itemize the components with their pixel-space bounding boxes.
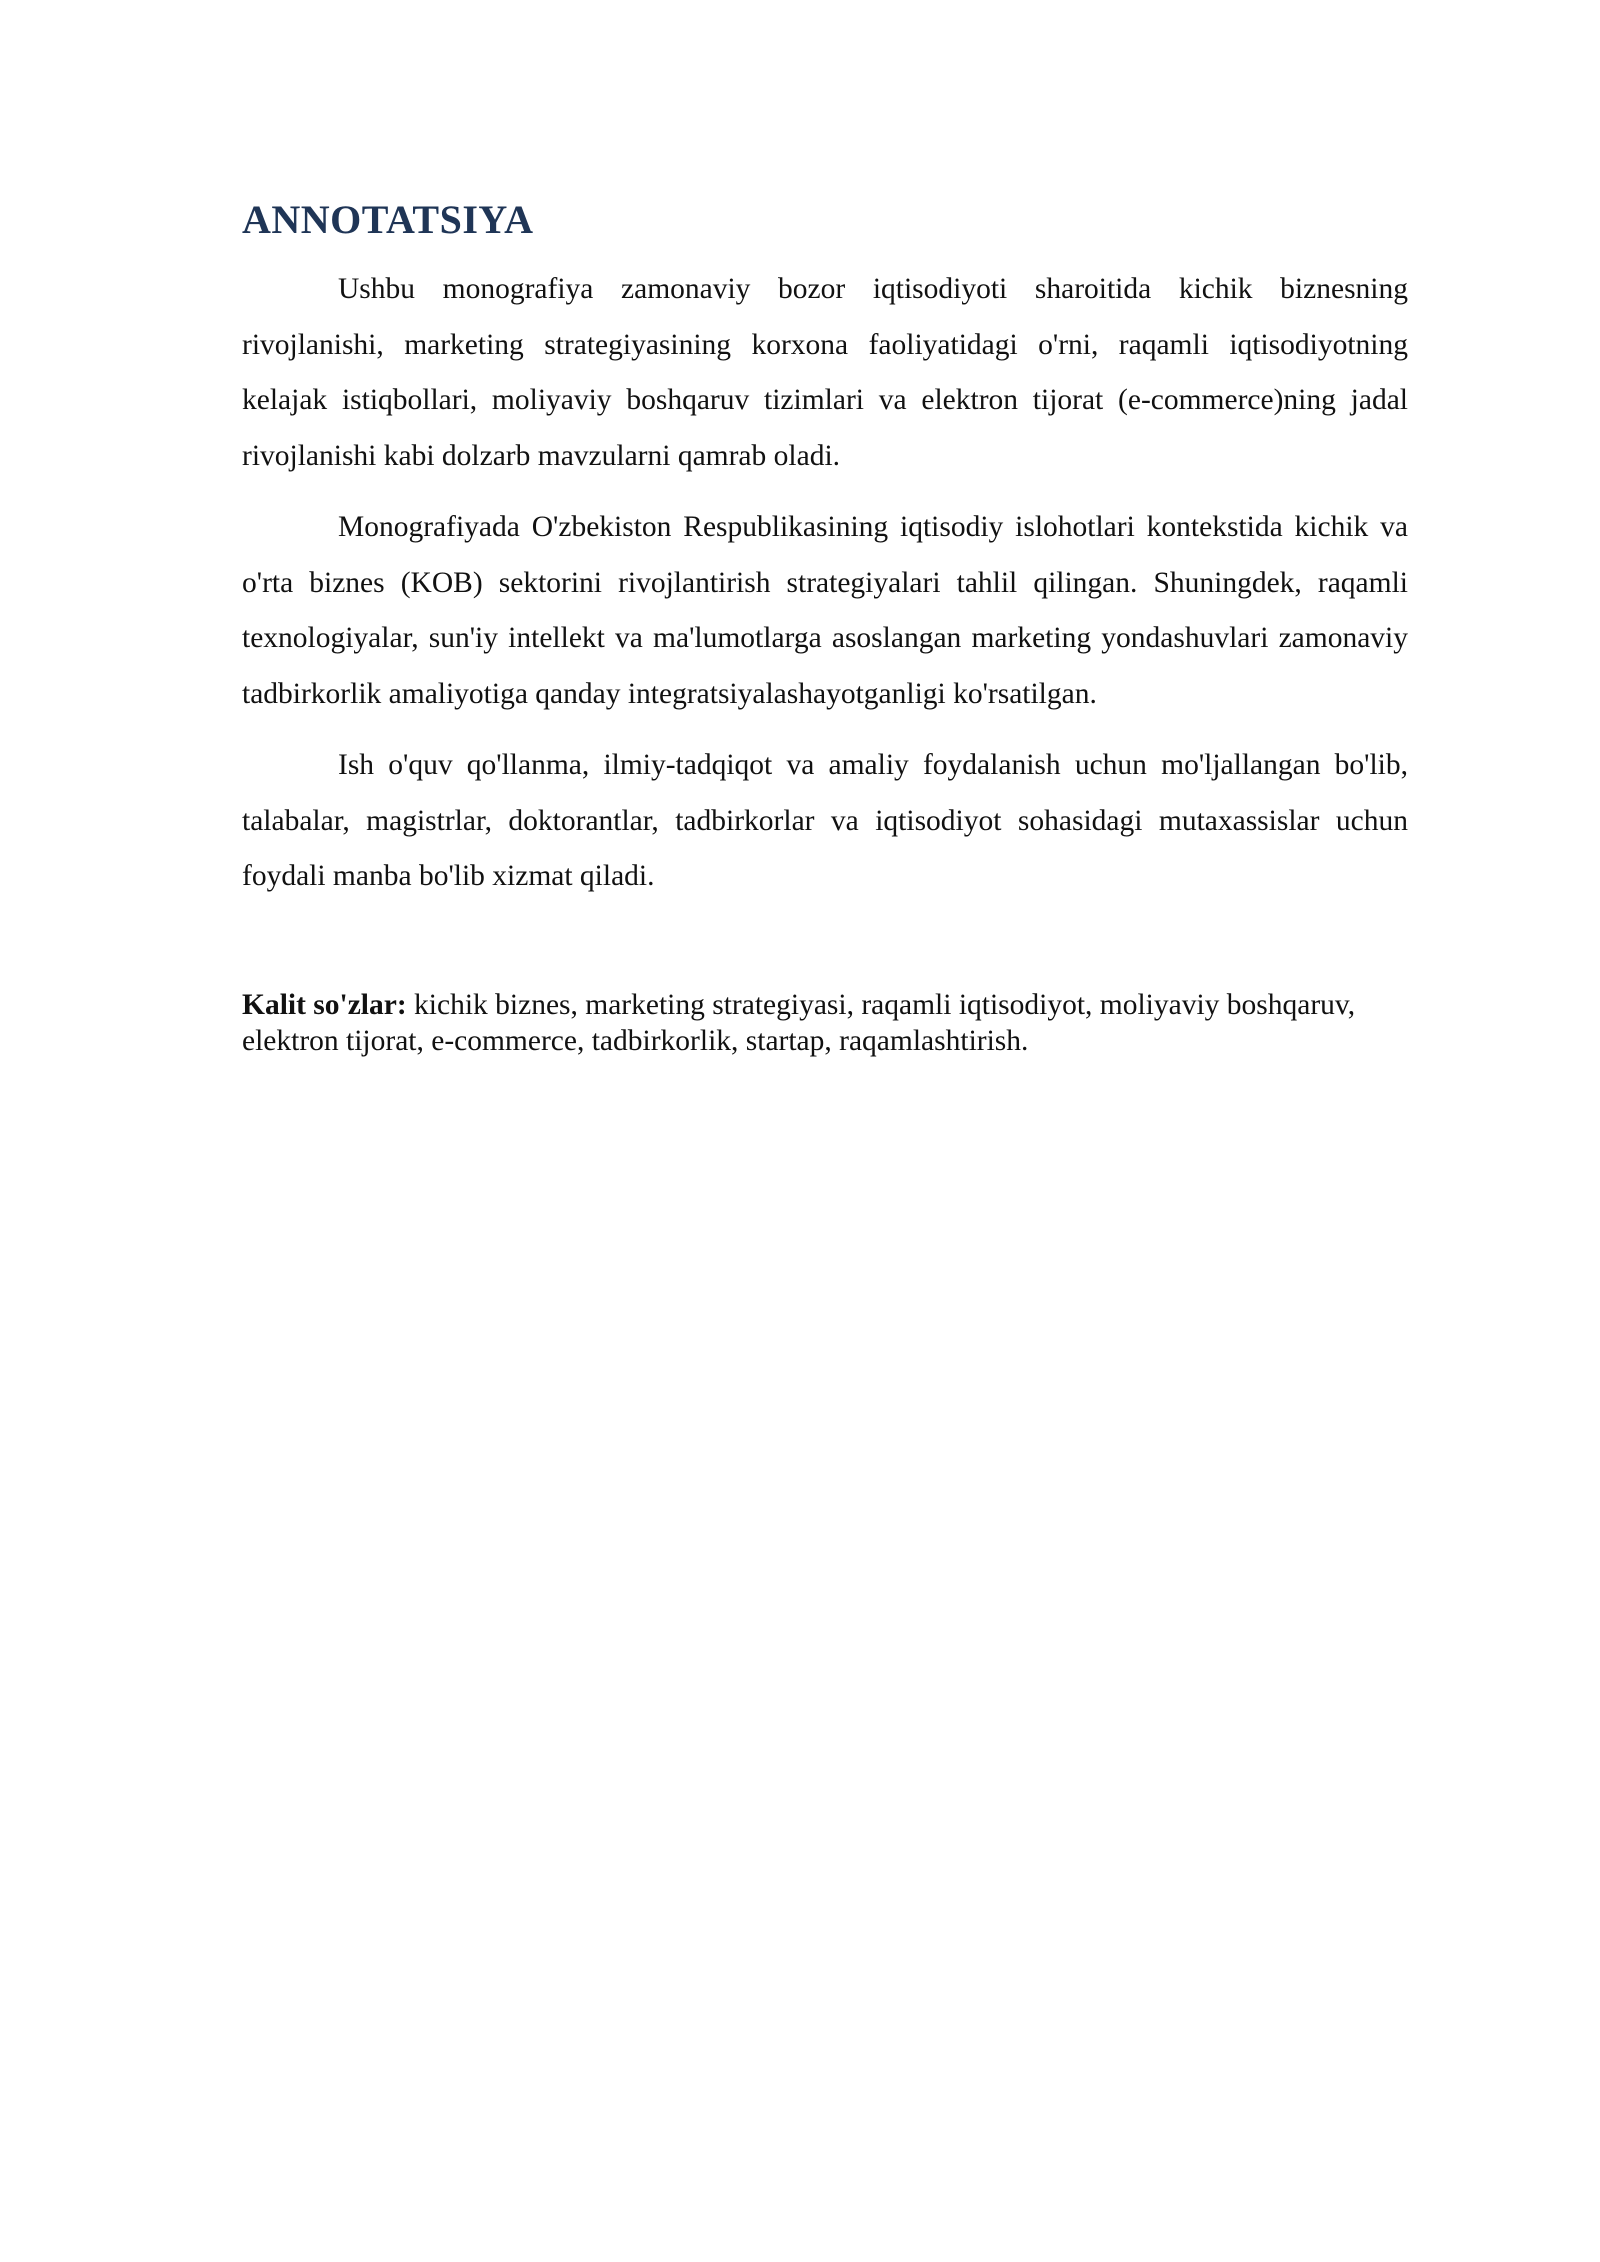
- page-title: ANNOTATSIYA: [242, 197, 534, 242]
- keywords-block: [242, 987, 1408, 1059]
- document-content: [242, 190, 1408, 1059]
- paragraph-1: Ushbu monografiya zamonaviy bozor iqtisodiyoti sharoitida kichik biznesning rivojlanishi, marketing strategiyasining korxona faoliyatidagi o'rni, raqamli iqtisodiyotning kelajak istiqbollari, moliyaviy boshqaruv tizimlari va elektron tijorat (e-commerce)ning jadal rivojlanishi kabi dolzarb mavzularni qamrab oladi.: [242, 273, 1408, 472]
- keywords-text: kichik biznes, marketing strategiyasi, raqamli iqtisodiyot, moliyaviy boshqaruv, elektron tijorat, e-commerce, tadbirkorlik, startap, raqamlashtirish.: [242, 988, 1356, 1057]
- paragraph-3: Ish o'quv qo'llanma, ilmiy-tadqiqot va amaliy foydalanish uchun mo'ljallangan bo'lib, talabalar, magistrlar, doktorantlar, tadbirkorlar va iqtisodiyot sohasidagi mutaxassislar uchun foydali manba bo'lib xizmat qiladi.: [242, 749, 1408, 892]
- paragraph-2: Monografiyada O'zbekiston Respublikasining iqtisodiy islohotlari kontekstida kichik va o'rta biznes (KOB) sektorini rivojlantirish strategiyalari tahlil qilingan. Shuningdek, raqamli texnologiyalar, sun'iy intellekt va ma'lumotlarga asoslangan marketing yondashuvlari zamonaviy tadbirkorlik amaliyotiga qanday integratsiyalashayotganligi ko'rsatilgan.: [242, 511, 1408, 710]
- keywords-label: Kalit so'zlar:: [242, 988, 407, 1021]
